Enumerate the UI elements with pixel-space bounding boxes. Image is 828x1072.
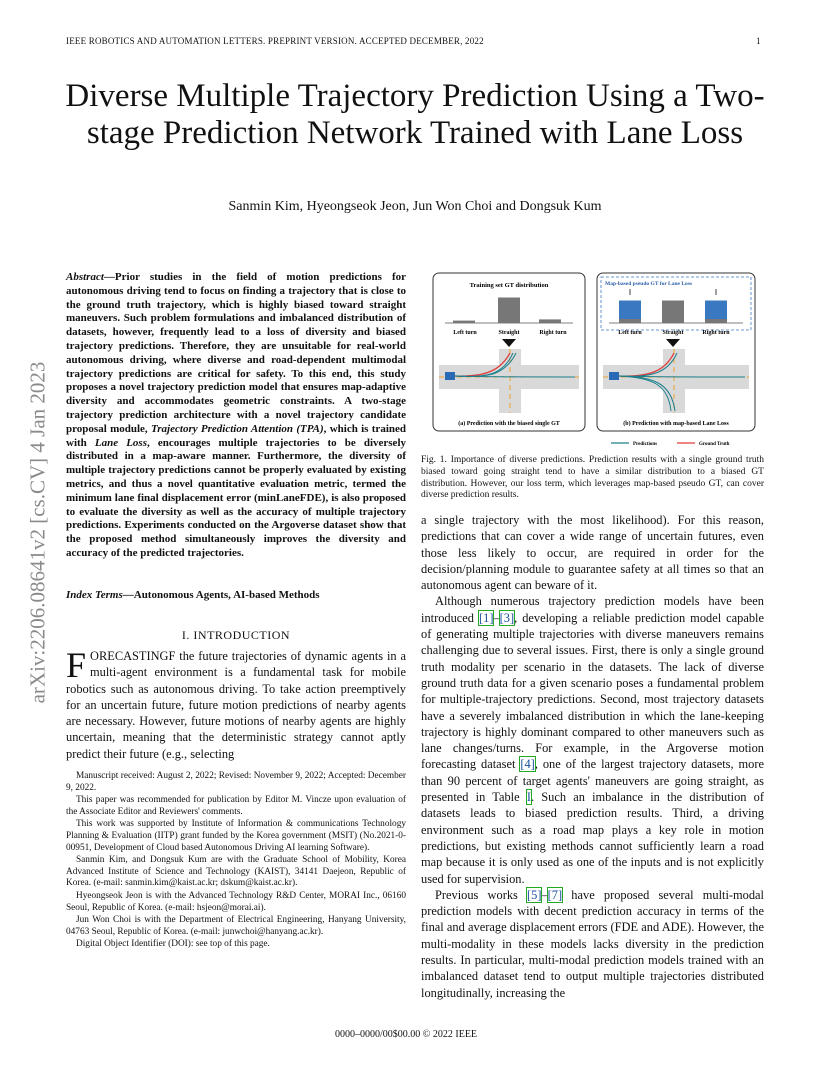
bar-label: Straight xyxy=(662,330,684,336)
running-header: IEEE ROBOTICS AND AUTOMATION LETTERS. PREPRINT VERSION. ACCEPTED DECEMBER, 2022 xyxy=(66,36,484,46)
footnote: This work was supported by Institute of Information & communications Technology Planning & Evaluation (IITP) grant funded by the Korea government (MSIT) (No.2021-0-00951, Development of Cloud based Autonomous Driving AI learning Software). xyxy=(66,819,406,853)
citation-link[interactable]: [3] xyxy=(499,610,515,625)
page-number: 1 xyxy=(756,36,761,46)
section-heading: I. INTRODUCTION xyxy=(181,628,291,642)
bar-label: Left turn xyxy=(453,330,477,336)
bar-label: Left turn xyxy=(618,330,642,336)
footnote: Manuscript received: August 2, 2022; Revised: November 9, 2022; Accepted: December 9, 2022. xyxy=(66,771,406,793)
figure-caption: Fig. 1. Importance of diverse predictions. Prediction results with a single ground truth biased toward going straight tend to have a similar distribution to a biased GT distribution. However, our loss term, which leverages map-based pseudo GT, can cover diverse prediction results. xyxy=(421,455,764,501)
legend-predictions: Predictions xyxy=(633,442,658,447)
footnote: Digital Object Identifier (DOI): see top of this page. xyxy=(76,939,270,950)
bar-straight xyxy=(662,301,684,324)
bar-straight xyxy=(498,298,520,324)
panel-a-title: Training set GT distribution xyxy=(469,282,549,289)
paragraph: Although numerous trajectory prediction models have been introduced [1]–[3], developing a reliable prediction model capable of generating multiple trajectories with diverse maneuvers remains challenging due to several issues. First, there is only a single ground truth modality per scenario in the datasets. The lack of diverse ground truth data for a given scenario poses a fundamental problem for multiple-trajectory predictions. Second, most trajectory datasets have a severely imbalanced distribution in which the lane-keeping trajectory is highly dominant compared to other maneuvers such as lane changes/turns. For example, in the Argoverse motion forecasting dataset [4], one of the largest trajectory datasets, more than 90 percent of target agents' maneuvers are going straight, as presented in Table I. Such an imbalance in the distribution of datasets leads to biased prediction results. Third, a driving environment such as a road map plays a key role in motion predictions, but existing methods cannot sufficiently learn a road map because it is only used as one of the inputs and is not explicitly used for supervision. xyxy=(421,594,765,886)
panel-b-caption: (b) Prediction with map-based Lane Loss xyxy=(623,421,729,427)
bar-label: Straight xyxy=(498,330,520,336)
citation-link[interactable]: [7] xyxy=(547,887,563,902)
bar-left-turn xyxy=(453,321,475,323)
drop-cap: F xyxy=(66,645,87,685)
footnote: This paper was recommended for publication by Editor M. Vincze upon evaluation of the Associate Editor and Reviewers' comments. xyxy=(66,795,406,817)
citation-link[interactable]: [4] xyxy=(520,757,535,772)
paragraph: Previous works [5]–[7] have proposed several multi-modal prediction models with decent prediction accuracy in terms of the final and average displacement errors (FDE and ADE). However, the multi-modality in these models lacks diversity in the prediction results. In particular, multi-modal prediction models trained with an imbalanced dataset tend to output multiple trajectories distributed longitudinally, increasing the xyxy=(421,887,764,1000)
table-link[interactable]: I xyxy=(526,790,531,805)
right-column-text xyxy=(421,512,764,1001)
bar-label: Right turn xyxy=(702,330,730,336)
authors: Sanmin Kim, Hyeongseok Jeon, Jun Won Choi and Dongsuk Kum xyxy=(228,199,602,214)
footnote: Hyeongseok Jeon is with the Advanced Technology R&D Center, MORAI Inc., 06160 Seoul, Republic of Korea. (e-mail: hsjeon@morai.ai). xyxy=(66,890,406,913)
footnotes xyxy=(66,771,406,952)
footnote: Sanmin Kim, and Dongsuk Kum are with the Graduate School of Mobility, Korea Advanced Institute of Science and Technology (KAIST), 34141 Daejeon, Republic of Korea. (e-mail: sanmin.kim@kaist.ac.kr; dskum@kaist.ac.kr). xyxy=(66,855,406,889)
panel-a-caption: (a) Prediction with the biased single GT xyxy=(458,421,560,427)
citation-link[interactable]: [1] xyxy=(479,610,494,625)
bar-right-turn xyxy=(539,319,561,323)
arxiv-stamp: arXiv:2206.08641v2 [cs.CV] 4 Jan 2023 xyxy=(25,361,50,704)
citation-link[interactable]: [5] xyxy=(527,887,542,902)
paragraph: a single trajectory with the most likelihood). For this reason, predictions that can cover a wide range of uncertain futures, even those less likely to occur, are required in order for the decision/planning module to guarantee safety at all times so that an autonomous agent can beware of it. xyxy=(421,513,764,593)
index-terms: Index Terms—Autonomous Agents, AI-based Methods xyxy=(66,589,320,601)
figure-1 xyxy=(425,271,763,451)
bar-label: Right turn xyxy=(539,330,567,336)
ego-vehicle xyxy=(445,372,455,380)
legend-ground-truth: Ground Truth xyxy=(699,442,730,447)
panel-b-title: Map-based pseudo GT for Lane Loss xyxy=(605,281,693,287)
ego-vehicle xyxy=(609,372,619,380)
paper-title: Diverse Multiple Trajectory Prediction Using a Two-stage Prediction Network Trained with Lane Loss xyxy=(65,78,765,151)
footnote: Jun Won Choi is with the Department of Electrical Engineering, Hanyang University, 04763 Seoul, Republic of Korea. (e-mail: junwchoi@hanyang.ac.kr). xyxy=(66,915,406,937)
doi-line: 0000–0000/00$00.00 © 2022 IEEE xyxy=(335,1029,478,1040)
abstract: Abstract—Prior studies in the field of motion predictions for autonomous driving tend to focus on finding a trajectory that is close to the ground truth trajectory, which is highly biased toward straight maneuvers. Such problem formulations and imbalanced distribution of datasets, however, frequently lead to a loss of diversity and biased trajectory predictions. Therefore, they are unsuitable for real-world autonomous driving, where diverse and road-dependent multimodal trajectory predictions are critical for safety. To this end, this study proposes a novel trajectory prediction model that ensures map-adaptive diversity and accommodates geometric constraints. A two-stage trajectory prediction architecture with a novel trajectory candidate proposal module, Trajectory Prediction Attention (TPA), which is trained with Lane Loss, encourages multiple trajectories to be diversely distributed in a map-aware manner. Furthermore, the diversity of multiple trajectory predictions cannot be properly evaluated by existing metrics, and thus a novel quantitative evaluation metric, termed the minimum lane final displacement error (minLaneFDE), is also proposed to evaluate the diversity as well as the accuracy of multiple trajectory predictions. Experiments conducted on the Argoverse dataset show that the proposed method simultaneously improves the diversity and accuracy of the predicted trajectories. xyxy=(66,271,406,559)
intro-paragraph: FORECASTINGF the future trajectories of dynamic agents in a multi-agent environment is a fundamental task for mobile robotics such as autonomous driving. To take action preemptively for an uncertain future, future motion predictions of nearby agents are necessary. However, future motions of nearby agents are highly uncertain, meaning that the deterministic strategy cannot aptly predict their future (e.g., selecting xyxy=(66,645,406,761)
